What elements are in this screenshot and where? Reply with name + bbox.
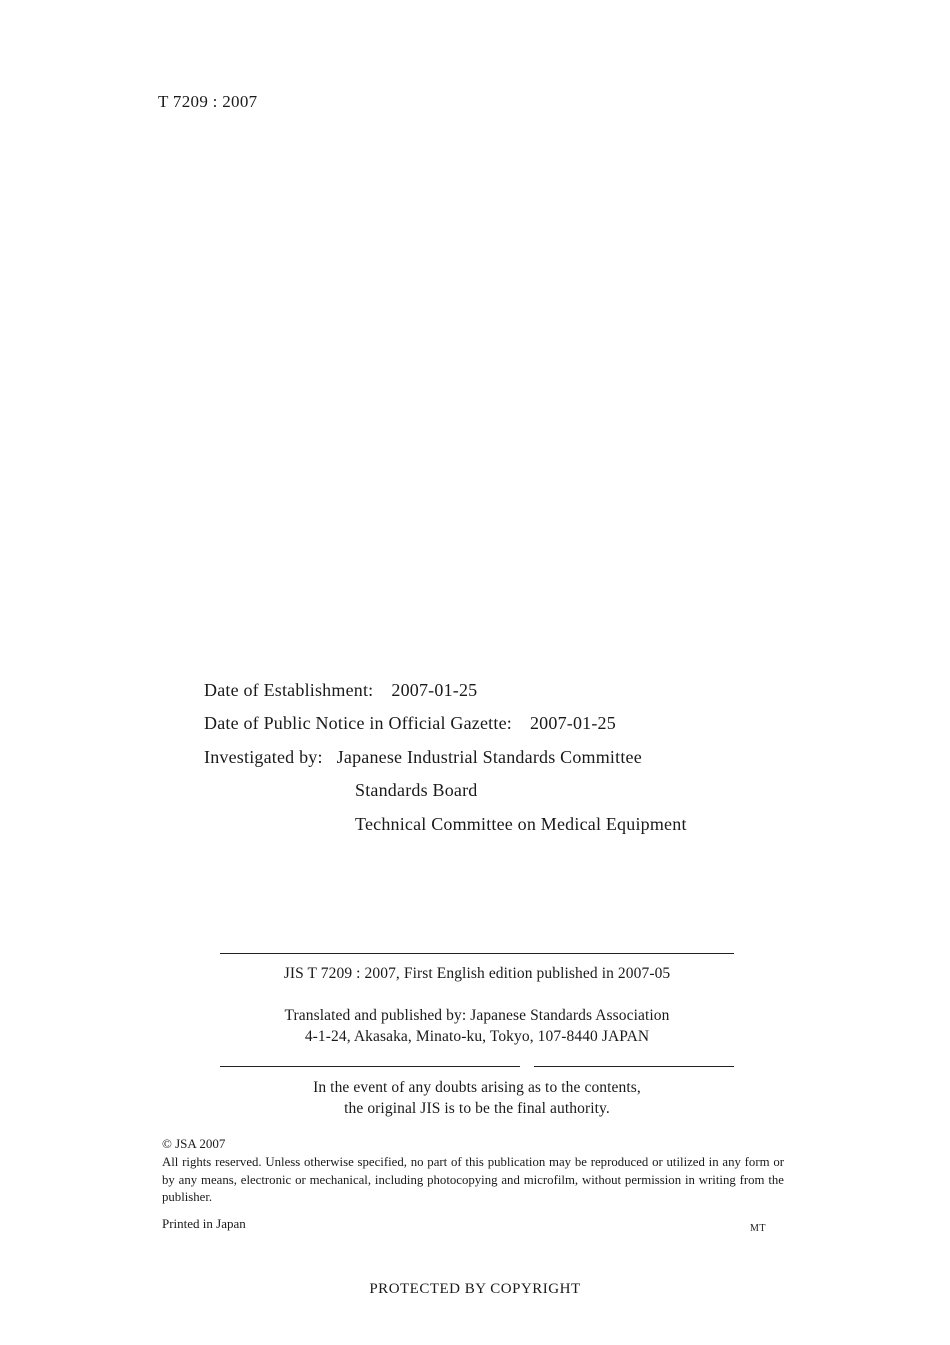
copyright-footer: PROTECTED BY COPYRIGHT	[369, 1281, 581, 1297]
translated-by: Translated and published by: Japanese Standards Association	[284, 1007, 670, 1024]
gazette-label: Date of Public Notice in Official Gazette:	[204, 713, 512, 733]
investigated-line-2: Standards Board	[355, 780, 478, 800]
investigated-row	[204, 747, 642, 768]
investigated-line-3: Technical Committee on Medical Equipment	[355, 814, 687, 834]
investigated-label: Investigated by:	[204, 747, 323, 767]
divider-middle-left	[220, 1066, 520, 1067]
rights-statement: All rights reserved. Unless otherwise specified, no part of this publication may be reproduced or utilized in any form or by any means, electronic or mechanical, including photocopying and microfilm, without permission in writing from the publisher.	[162, 1155, 784, 1204]
establishment-date: 2007-01-25	[391, 680, 478, 700]
copyright-notice: © JSA 2007	[162, 1136, 226, 1151]
standard-code: T 7209 : 2007	[158, 92, 258, 111]
divider-top	[220, 953, 734, 954]
investigated-line-1: Japanese Industrial Standards Committee	[336, 747, 642, 767]
authority-note-line-1: In the event of any doubts arising as to the contents,	[313, 1079, 641, 1096]
authority-note-line-2: the original JIS is to be the final authority.	[344, 1100, 610, 1117]
divider-middle-right	[534, 1066, 734, 1067]
publisher-address: 4-1-24, Akasaka, Minato-ku, Tokyo, 107-8440 JAPAN	[304, 1028, 650, 1045]
printed-in: Printed in Japan	[162, 1216, 246, 1231]
gazette-row	[204, 713, 616, 734]
edition-note: JIS T 7209 : 2007, First English edition published in 2007-05	[283, 965, 671, 982]
print-mark: MT	[750, 1223, 766, 1234]
establishment-label: Date of Establishment:	[204, 680, 374, 700]
establishment-row	[204, 680, 477, 701]
gazette-date: 2007-01-25	[529, 713, 616, 733]
